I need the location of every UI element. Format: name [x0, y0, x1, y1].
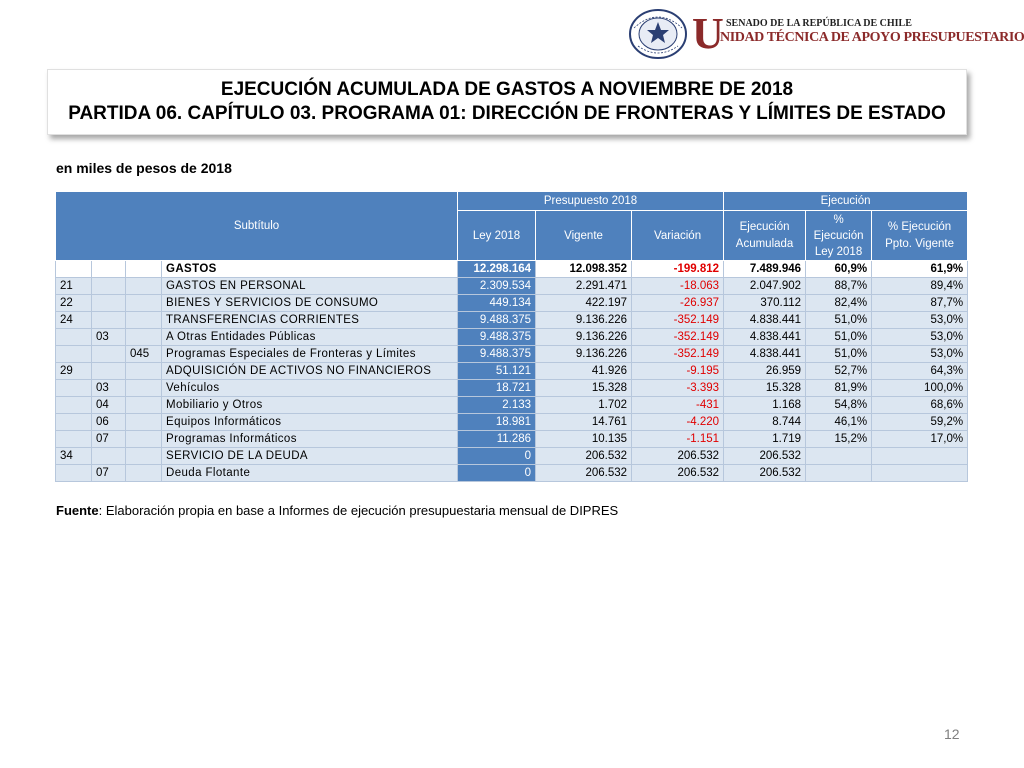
- cell-pct-vig: 100,0%: [872, 380, 968, 397]
- table-row: [56, 431, 968, 448]
- cell-item: 03: [92, 329, 126, 346]
- cell-asig: [126, 363, 162, 380]
- cell-variacion: -431: [632, 397, 724, 414]
- cell-asig: [126, 278, 162, 295]
- cell-ley: 18.981: [458, 414, 536, 431]
- cell-desc: BIENES Y SERVICIOS DE CONSUMO: [162, 295, 458, 312]
- cell-ley: 9.488.375: [458, 312, 536, 329]
- cell-variacion: -199.812: [632, 261, 724, 278]
- cell-sub: [56, 465, 92, 482]
- cell-vigente: 9.136.226: [536, 312, 632, 329]
- table-row: [56, 448, 968, 465]
- cell-desc: Mobiliario y Otros: [162, 397, 458, 414]
- header-variacion: Variación: [632, 211, 724, 261]
- cell-sub: [56, 414, 92, 431]
- table-row: [56, 346, 968, 363]
- header-pct-vigente: [872, 211, 968, 261]
- cell-item: [92, 295, 126, 312]
- cell-vigente: 10.135: [536, 431, 632, 448]
- cell-vigente: 41.926: [536, 363, 632, 380]
- cell-asig: [126, 380, 162, 397]
- cell-vigente: 422.197: [536, 295, 632, 312]
- source-note: [56, 503, 618, 518]
- cell-vigente: 14.761: [536, 414, 632, 431]
- title-line-1: EJECUCIÓN ACUMULADA DE GASTOS A NOVIEMBRE DE 2018: [220, 79, 794, 100]
- cell-pct-ley: 15,2%: [806, 431, 872, 448]
- cell-variacion: -1.151: [632, 431, 724, 448]
- cell-variacion: -352.149: [632, 329, 724, 346]
- cell-pct-vig: [872, 448, 968, 465]
- cell-asig: [126, 465, 162, 482]
- cell-vigente: 15.328: [536, 380, 632, 397]
- cell-vigente: 9.136.226: [536, 329, 632, 346]
- table-row: [56, 329, 968, 346]
- budget-table: [55, 191, 968, 482]
- header-pct-ley: [806, 211, 872, 261]
- cell-sub: [56, 329, 92, 346]
- cell-desc: TRANSFERENCIAS CORRIENTES: [162, 312, 458, 329]
- cell-sub: 24: [56, 312, 92, 329]
- header-vigente: Vigente: [536, 211, 632, 261]
- cell-pct-ley: 82,4%: [806, 295, 872, 312]
- header-subtitulo: Subtítulo: [56, 192, 458, 261]
- cell-pct-ley: 51,0%: [806, 329, 872, 346]
- cell-pct-ley: [806, 448, 872, 465]
- header-ejecucion-group: Ejecución: [724, 192, 968, 211]
- cell-pct-vig: [872, 465, 968, 482]
- cell-pct-vig: 53,0%: [872, 346, 968, 363]
- cell-ejec: 15.328: [724, 380, 806, 397]
- table-row: [56, 397, 968, 414]
- cell-asig: [126, 414, 162, 431]
- cell-item: [92, 278, 126, 295]
- table-row: [56, 295, 968, 312]
- cell-pct-ley: 51,0%: [806, 312, 872, 329]
- cell-variacion: -18.063: [632, 278, 724, 295]
- cell-item: [92, 346, 126, 363]
- cell-ley: 2.133: [458, 397, 536, 414]
- cell-ley: 0: [458, 448, 536, 465]
- cell-ley: 2.309.534: [458, 278, 536, 295]
- header-presupuesto: Presupuesto 2018: [458, 192, 724, 211]
- cell-desc: Deuda Flotante: [162, 465, 458, 482]
- cell-pct-ley: 52,7%: [806, 363, 872, 380]
- cell-asig: [126, 448, 162, 465]
- cell-ley: 9.488.375: [458, 329, 536, 346]
- cell-ejec: 26.959: [724, 363, 806, 380]
- cell-variacion: 206.532: [632, 448, 724, 465]
- header-ejecucion-acumulada-1: Ejecución: [739, 220, 790, 233]
- page-number: 12: [944, 726, 960, 742]
- cell-pct-vig: 87,7%: [872, 295, 968, 312]
- header-ley: Ley 2018: [458, 211, 536, 261]
- cell-pct-ley: 88,7%: [806, 278, 872, 295]
- cell-desc: Programas Informáticos: [162, 431, 458, 448]
- cell-sub: [56, 397, 92, 414]
- cell-item: [92, 363, 126, 380]
- cell-ejec: 2.047.902: [724, 278, 806, 295]
- title-box: [47, 69, 967, 135]
- cell-pct-vig: 64,3%: [872, 363, 968, 380]
- cell-ley: 11.286: [458, 431, 536, 448]
- cell-asig: [126, 329, 162, 346]
- cell-ejec: 4.838.441: [724, 346, 806, 363]
- table-row: [56, 465, 968, 482]
- cell-pct-ley: [806, 465, 872, 482]
- cell-sub: 21: [56, 278, 92, 295]
- cell-ley: 449.134: [458, 295, 536, 312]
- cell-item: 03: [92, 380, 126, 397]
- cell-desc: SERVICIO DE LA DEUDA: [162, 448, 458, 465]
- cell-pct-vig: 17,0%: [872, 431, 968, 448]
- cell-variacion: -3.393: [632, 380, 724, 397]
- cell-ejec: 1.719: [724, 431, 806, 448]
- title-line-2: PARTIDA 06. CAPÍTULO 03. PROGRAMA 01: DIRECCIÓN DE FRONTERAS Y LÍMITES DE ESTADO: [68, 103, 946, 124]
- cell-vigente: 1.702: [536, 397, 632, 414]
- units-label: en miles de pesos de 2018: [56, 160, 232, 176]
- cell-pct-ley: 46,1%: [806, 414, 872, 431]
- cell-pct-ley: 54,8%: [806, 397, 872, 414]
- cell-item: 06: [92, 414, 126, 431]
- cell-asig: [126, 431, 162, 448]
- table-row: [56, 312, 968, 329]
- cell-sub: 34: [56, 448, 92, 465]
- cell-ejec: 4.838.441: [724, 312, 806, 329]
- cell-pct-ley: 81,9%: [806, 380, 872, 397]
- cell-pct-vig: 59,2%: [872, 414, 968, 431]
- cell-sub: [56, 431, 92, 448]
- cell-asig: 045: [126, 346, 162, 363]
- cell-asig: [126, 397, 162, 414]
- brand-initial: U: [692, 9, 724, 58]
- cell-ejec: 7.489.946: [724, 261, 806, 278]
- cell-sub: [56, 380, 92, 397]
- cell-ejec: 1.168: [724, 397, 806, 414]
- header-pct-vigente-2: Ppto. Vigente: [885, 237, 954, 250]
- header-ejecucion-acumulada: [724, 211, 806, 261]
- cell-variacion: -9.195: [632, 363, 724, 380]
- senate-seal-icon: [628, 8, 688, 60]
- cell-pct-ley: 51,0%: [806, 346, 872, 363]
- cell-ley: 12.298.164: [458, 261, 536, 278]
- cell-item: [92, 261, 126, 278]
- brand-senate-text: SENADO DE LA REPÚBLICA DE CHILE: [726, 18, 912, 29]
- cell-item: 07: [92, 431, 126, 448]
- cell-desc: ADQUISICIÓN DE ACTIVOS NO FINANCIEROS: [162, 363, 458, 380]
- source-label: Fuente: [56, 503, 99, 518]
- cell-sub: 22: [56, 295, 92, 312]
- cell-vigente: 206.532: [536, 465, 632, 482]
- cell-desc: Equipos Informáticos: [162, 414, 458, 431]
- cell-ley: 0: [458, 465, 536, 482]
- cell-ley: 18.721: [458, 380, 536, 397]
- header-pct-ley-1: %: [833, 213, 844, 226]
- cell-vigente: 2.291.471: [536, 278, 632, 295]
- header-logo: [628, 8, 1024, 58]
- cell-pct-vig: 53,0%: [872, 312, 968, 329]
- cell-desc: A Otras Entidades Públicas: [162, 329, 458, 346]
- table-row: [56, 414, 968, 431]
- cell-sub: [56, 346, 92, 363]
- table-body: [56, 261, 968, 482]
- cell-pct-vig: 53,0%: [872, 329, 968, 346]
- table-row: [56, 363, 968, 380]
- cell-vigente: 9.136.226: [536, 346, 632, 363]
- cell-sub: [56, 261, 92, 278]
- cell-variacion: -352.149: [632, 346, 724, 363]
- cell-pct-ley: 60,9%: [806, 261, 872, 278]
- cell-desc: Programas Especiales de Fronteras y Límites: [162, 346, 458, 363]
- header-pct-ley-3: Ley 2018: [814, 245, 863, 258]
- header-pct-ley-2: Ejecución: [813, 229, 864, 242]
- cell-ejec: 370.112: [724, 295, 806, 312]
- cell-item: [92, 312, 126, 329]
- brand-unit-text: NIDAD TÉCNICA DE APOYO PRESUPUESTARIO: [720, 30, 1024, 45]
- cell-pct-vig: 68,6%: [872, 397, 968, 414]
- cell-desc: Vehículos: [162, 380, 458, 397]
- source-text: : Elaboración propia en base a Informes de ejecución presupuestaria mensual de DIPRES: [98, 503, 619, 518]
- cell-variacion: -4.220: [632, 414, 724, 431]
- table-row: [56, 278, 968, 295]
- cell-ejec: 4.838.441: [724, 329, 806, 346]
- cell-desc: GASTOS: [162, 261, 458, 278]
- cell-ley: 51.121: [458, 363, 536, 380]
- cell-pct-vig: 61,9%: [872, 261, 968, 278]
- cell-pct-vig: 89,4%: [872, 278, 968, 295]
- header-pct-vigente-1: % Ejecución: [887, 220, 952, 233]
- cell-variacion: -26.937: [632, 295, 724, 312]
- cell-asig: [126, 295, 162, 312]
- cell-item: 07: [92, 465, 126, 482]
- cell-sub: 29: [56, 363, 92, 380]
- cell-item: [92, 448, 126, 465]
- header-ejecucion-acumulada-2: Acumulada: [735, 237, 794, 250]
- cell-item: 04: [92, 397, 126, 414]
- cell-asig: [126, 312, 162, 329]
- cell-ley: 9.488.375: [458, 346, 536, 363]
- cell-ejec: 206.532: [724, 448, 806, 465]
- table-row: [56, 261, 968, 278]
- header-row-1: [56, 192, 968, 211]
- cell-desc: GASTOS EN PERSONAL: [162, 278, 458, 295]
- cell-variacion: -352.149: [632, 312, 724, 329]
- table-row: [56, 380, 968, 397]
- cell-ejec: 206.532: [724, 465, 806, 482]
- cell-variacion: 206.532: [632, 465, 724, 482]
- cell-vigente: 206.532: [536, 448, 632, 465]
- cell-vigente: 12.098.352: [536, 261, 632, 278]
- cell-asig: [126, 261, 162, 278]
- cell-ejec: 8.744: [724, 414, 806, 431]
